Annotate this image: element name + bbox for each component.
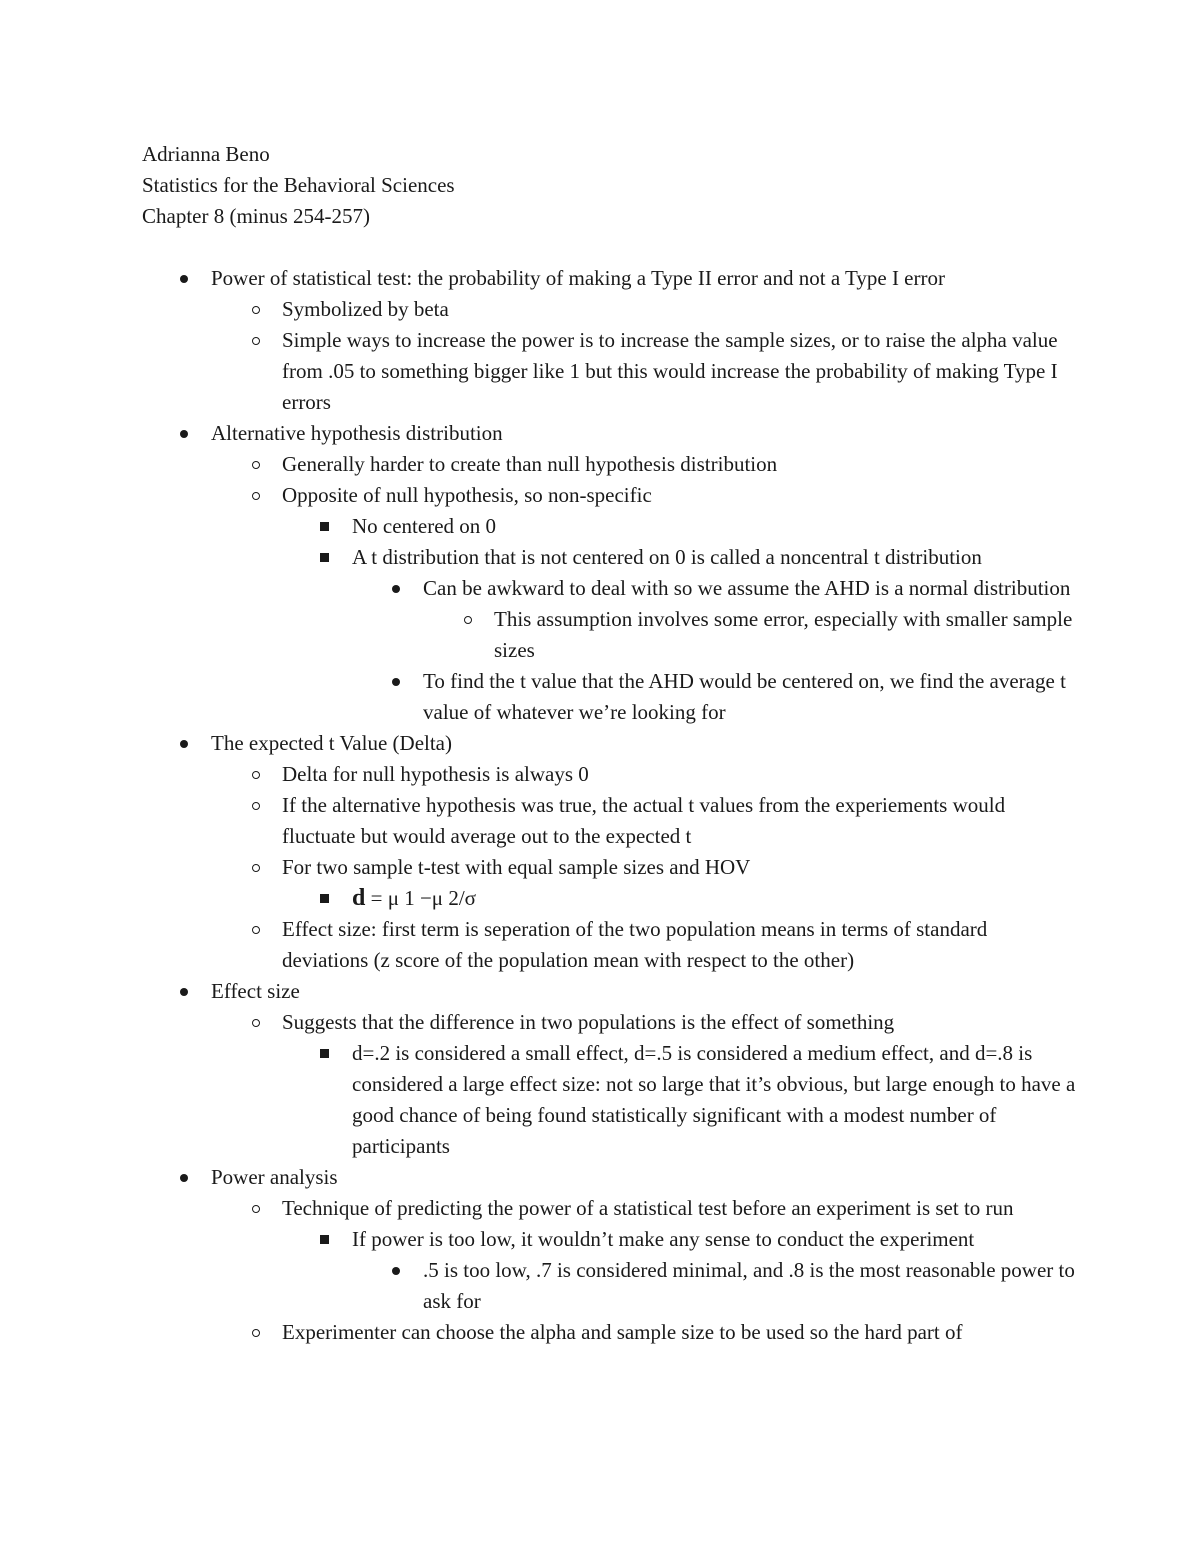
circle-bullet-icon [252, 802, 260, 810]
list-item [142, 542, 1077, 573]
square-bullet-icon [320, 1235, 329, 1244]
square-bullet-icon [320, 894, 329, 903]
list-item [142, 604, 1077, 666]
spacer [142, 232, 1077, 263]
list-item-text: Alternative hypothesis distribution [211, 421, 503, 445]
list-item [142, 728, 1077, 759]
list-item [142, 759, 1077, 790]
list-item-text: The expected t Value (Delta) [211, 731, 452, 755]
list-item [142, 1317, 1077, 1348]
list-item [142, 1007, 1077, 1038]
list-item-text: A t distribution that is not centered on 0 is called a noncentral t distribution [352, 545, 982, 569]
list-item-text: If power is too low, it wouldn’t make any sense to conduct the experiment [352, 1227, 975, 1251]
list-item [142, 790, 1077, 852]
square-bullet-icon [320, 553, 329, 562]
circle-bullet-icon [252, 337, 260, 345]
list-item-text: Suggests that the difference in two populations is the effect of something [282, 1010, 895, 1034]
list-item [142, 294, 1077, 325]
list-item [142, 883, 1077, 914]
square-bullet-icon [320, 522, 329, 531]
list-item [142, 418, 1077, 449]
list-item [142, 325, 1077, 418]
list-item-text: Experimenter can choose the alpha and sample size to be used so the hard part of [282, 1320, 963, 1344]
disc-bullet-icon [180, 1174, 188, 1182]
list-item [142, 573, 1077, 604]
list-item-text: To find the t value that the AHD would be centered on, we find the average t value of whatever we’re looking for [423, 669, 1066, 724]
formula-symbol: d [352, 885, 366, 911]
list-item-text: For two sample t-test with equal sample sizes and HOV [282, 855, 751, 879]
disc-bullet-icon [180, 740, 188, 748]
list-item-text: Power analysis [211, 1165, 338, 1189]
notes-list [142, 263, 1077, 1348]
chapter-title: Chapter 8 (minus 254-257) [142, 204, 371, 228]
list-item [142, 1255, 1077, 1317]
disc-bullet-icon [392, 678, 400, 686]
circle-bullet-icon [252, 492, 260, 500]
list-item-text: If the alternative hypothesis was true, the actual t values from the experiements would fluctuate but would average out to the expected t [282, 793, 1006, 848]
course-title: Statistics for the Behavioral Sciences [142, 173, 455, 197]
list-item [142, 1224, 1077, 1255]
list-item-text: .5 is too low, .7 is considered minimal, and .8 is the most reasonable power to ask for [423, 1258, 1075, 1313]
disc-bullet-icon [180, 988, 188, 996]
square-bullet-icon [320, 1049, 329, 1058]
list-item-text: Simple ways to increase the power is to increase the sample sizes, or to raise the alpha value from .05 to something bigger like 1 but this would increase the probability of making Type I errors [282, 328, 1058, 414]
list-item [142, 449, 1077, 480]
circle-bullet-icon [252, 461, 260, 469]
circle-bullet-icon [252, 926, 260, 934]
author-name: Adrianna Beno [142, 142, 270, 166]
disc-bullet-icon [180, 430, 188, 438]
list-item-text: Can be awkward to deal with so we assume the AHD is a normal distribution [423, 576, 1071, 600]
document-page [142, 139, 1077, 1348]
list-item-text: Effect size [211, 979, 300, 1003]
list-item-text: Technique of predicting the power of a statistical test before an experiment is set to run [282, 1196, 1014, 1220]
list-item-text: Effect size: first term is seperation of the two population means in terms of standard deviations (z score of the population mean with respect to the other) [282, 917, 988, 972]
disc-bullet-icon [180, 275, 188, 283]
list-item-text: Generally harder to create than null hypothesis distribution [282, 452, 778, 476]
circle-bullet-icon [252, 1329, 260, 1337]
disc-bullet-icon [392, 585, 400, 593]
formula-expression: = μ 1 −μ 2/σ [365, 886, 476, 910]
circle-bullet-icon [252, 864, 260, 872]
list-item [142, 1193, 1077, 1224]
list-item-text: This assumption involves some error, especially with smaller sample sizes [494, 607, 1073, 662]
list-item [142, 511, 1077, 542]
list-item [142, 852, 1077, 883]
list-item-text [352, 883, 1077, 914]
list-item-text: Opposite of null hypothesis, so non-specific [282, 483, 652, 507]
circle-bullet-icon [252, 771, 260, 779]
circle-bullet-icon [464, 616, 472, 624]
circle-bullet-icon [252, 1019, 260, 1027]
list-item [142, 914, 1077, 976]
list-item [142, 1038, 1077, 1162]
list-item [142, 1162, 1077, 1193]
circle-bullet-icon [252, 306, 260, 314]
list-item [142, 263, 1077, 294]
list-item-text: No centered on 0 [352, 514, 497, 538]
list-item-text: d=.2 is considered a small effect, d=.5 is considered a medium effect, and d=.8 is considered a large effect size: not so large that it’s obvious, but large enough to have a good chance of being found statistically significant with a modest number of participants [352, 1041, 1076, 1158]
list-item-text: Power of statistical test: the probability of making a Type II error and not a Type I error [211, 266, 945, 290]
list-item [142, 666, 1077, 728]
list-item-text: Symbolized by beta [282, 297, 449, 321]
disc-bullet-icon [392, 1267, 400, 1275]
circle-bullet-icon [252, 1205, 260, 1213]
list-item-text: Delta for null hypothesis is always 0 [282, 762, 589, 786]
list-item [142, 976, 1077, 1007]
list-item [142, 480, 1077, 511]
